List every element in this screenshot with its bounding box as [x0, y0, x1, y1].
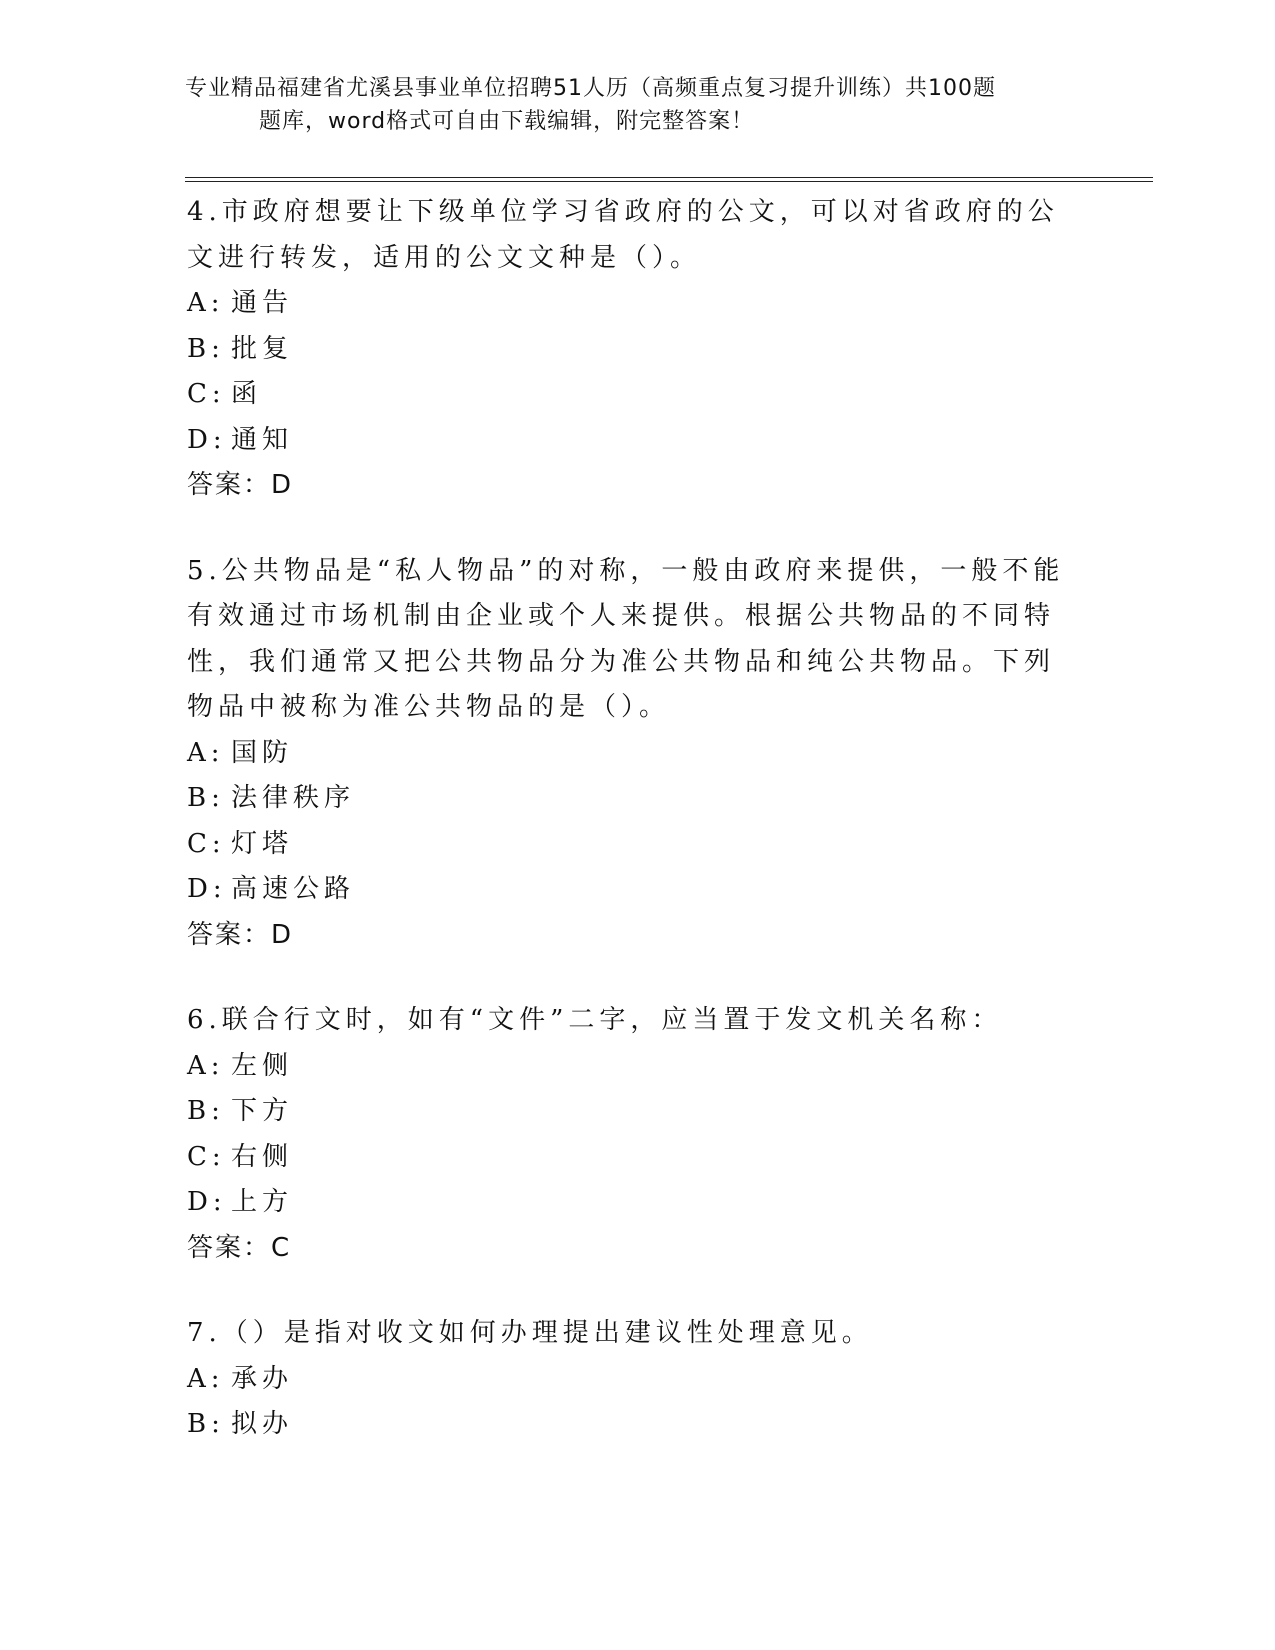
option-text: 高速公路: [231, 874, 356, 904]
option-a: [187, 1357, 1067, 1403]
option-key: A:: [187, 288, 225, 318]
option-text: 法律秩序: [231, 783, 356, 813]
header-title-line-2: 题库，word格式可自由下载编辑，附完整答案！: [259, 109, 755, 134]
question-6: [187, 998, 1067, 1271]
option-key: C:: [187, 828, 226, 859]
question-5: [187, 549, 1067, 959]
option-text: 通告: [231, 288, 294, 318]
option-b: [187, 1089, 1067, 1135]
answer-line: 答案：D: [187, 470, 294, 500]
option-text: 灯塔: [231, 828, 294, 859]
question-stem: 7.（）是指对收文如何办理提出建议性处理意见。: [187, 1318, 873, 1348]
option-d: [187, 418, 1067, 464]
header-divider-top: [185, 177, 1153, 178]
option-key: C:: [187, 1141, 226, 1172]
option-key: B:: [187, 1096, 225, 1126]
option-key: A:: [187, 1050, 225, 1081]
option-text: 上方: [231, 1187, 294, 1217]
question-list: [187, 190, 1067, 1488]
option-b: [187, 776, 1067, 822]
answer-line: 答案：C: [187, 1232, 292, 1263]
option-key: D:: [187, 1187, 227, 1217]
option-b: [187, 327, 1067, 373]
option-a: [187, 281, 1067, 327]
question-stem: 6.联合行文时，如有“文件”二字，应当置于发文机关名称：: [187, 1005, 1003, 1035]
question-7: [187, 1311, 1067, 1448]
option-d: [187, 867, 1067, 913]
option-key: A:: [187, 737, 225, 768]
option-key: C:: [187, 379, 226, 409]
header-divider-bottom: [185, 181, 1153, 182]
option-key: B:: [187, 783, 225, 813]
option-text: 承办: [231, 1363, 294, 1394]
option-b: [187, 1402, 1067, 1448]
option-text: 下方: [231, 1096, 294, 1126]
option-key: D:: [187, 424, 227, 455]
option-c: [187, 372, 1067, 418]
question-4: [187, 190, 1067, 509]
option-text: 批复: [231, 333, 294, 364]
option-text: 左侧: [231, 1050, 294, 1081]
answer-line: 答案：D: [187, 919, 294, 950]
option-key: B:: [187, 1409, 225, 1439]
option-key: B:: [187, 333, 225, 364]
option-text: 通知: [231, 424, 294, 455]
option-d: [187, 1180, 1067, 1226]
option-a: [187, 1044, 1067, 1090]
header-title-line-1: 专业精品福建省尤溪县事业单位招聘51人历（高频重点复习提升训练）共100题: [185, 76, 996, 101]
option-text: 国防: [231, 737, 294, 768]
document-header: [185, 72, 1085, 138]
option-key: A:: [187, 1363, 225, 1394]
option-c: [187, 1135, 1067, 1181]
question-stem: 4.市政府想要让下级单位学习省政府的公文，可以对省政府的公文进行转发，适用的公文文种是（）。: [187, 197, 1059, 273]
option-text: 拟办: [231, 1409, 294, 1439]
option-c: [187, 822, 1067, 868]
option-text: 函: [231, 379, 263, 409]
option-text: 右侧: [231, 1141, 294, 1172]
question-stem: 5.公共物品是“私人物品”的对称，一般由政府来提供，一般不能有效通过市场机制由企业或个人来提供。根据公共物品的不同特性，我们通常又把公共物品分为准公共物品和纯公共物品。下列物品中被称为准公共物品的是（）。: [187, 555, 1065, 722]
option-a: [187, 731, 1067, 777]
option-key: D:: [187, 874, 227, 904]
